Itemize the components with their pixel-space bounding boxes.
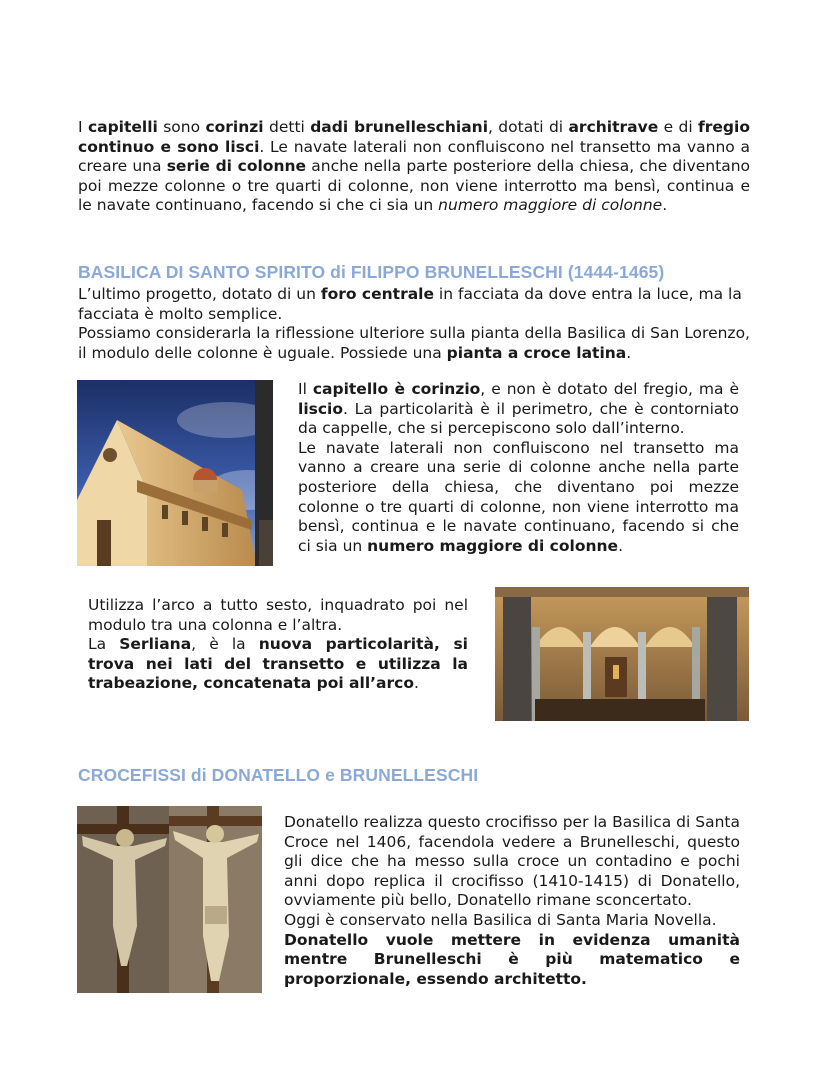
basilica-santo-spirito-interior-image (495, 587, 749, 721)
section-heading-crocefissi: CROCEFISSI di DONATELLO e BRUNELLESCHI (78, 765, 479, 785)
intro-paragraph: I capitelli sono corinzi detti dadi brunelleschiani, dotati di architrave e di fregio continuo e sono lisci. Le navate laterali non confluiscono nel transetto ma vanno a creare una serie di colonne anche nella parte posteriore della chiesa, che diventano poi mezze colonne o tre quarti di colonne, non viene interrotto ma bensì, continua e le navate continuano, facendo si che ci sia un numero maggiore di colonne. (78, 118, 750, 215)
santo-spirito-left-paragraph: Utilizza l’arco a tutto sesto, inquadrato poi nel modulo tra una colonna e l’altra. La Serliana, è la nuova particolarità, si trova nei lati del transetto e utilizza la trabeazione, concatenata poi all’arco. (88, 596, 468, 693)
crucifixes-image (77, 806, 262, 993)
basilica-santo-spirito-exterior-image (77, 380, 273, 566)
santo-spirito-paragraph-1: L’ultimo progetto, dotato di un foro centrale in facciata da dove entra la luce, ma la facciata è molto semplice. (78, 285, 742, 323)
santo-spirito-paragraph-2: Possiamo considerarla la riflessione ulteriore sulla pianta della Basilica di San Lorenzo, il modulo delle colonne è uguale. Possiede una pianta a croce latina. (78, 324, 750, 362)
santo-spirito-right-paragraph: Il capitello è corinzio, e non è dotato del fregio, ma è liscio. La particolarità è il perimetro, che è contorniato da cappelle, che si percepiscono solo dall’interno. Le navate laterali non confluiscono nel transetto ma vanno a creare una serie di colonne anche nella parte posteriore della chiesa, che diventano poi mezze colonne o tre quarti di colonne, non viene interrotto ma bensì, continua e le navate continuano, facendo si che ci sia un numero maggiore di colonne. (298, 380, 739, 555)
crocefissi-paragraph: Donatello realizza questo crocifisso per la Basilica di Santa Croce nel 1406, facendola vedere a Brunelleschi, questo gli dice che ha messo sulla croce un contadino e pochi anni dopo replica il crocifisso (1410-1415) di Donatello, ovviamente più bello, Donatello rimane sconcertato. Oggi è conservato nella Basilica di Santa Maria Novella. Donatello vuole mettere in evidenza umanità mentre Brunelleschi è più matematico e proporzionale, essendo architetto. (284, 813, 740, 988)
section-heading-santo-spirito: BASILICA DI SANTO SPIRITO di FILIPPO BRUNELLESCHI (1444-1465) (78, 262, 665, 282)
